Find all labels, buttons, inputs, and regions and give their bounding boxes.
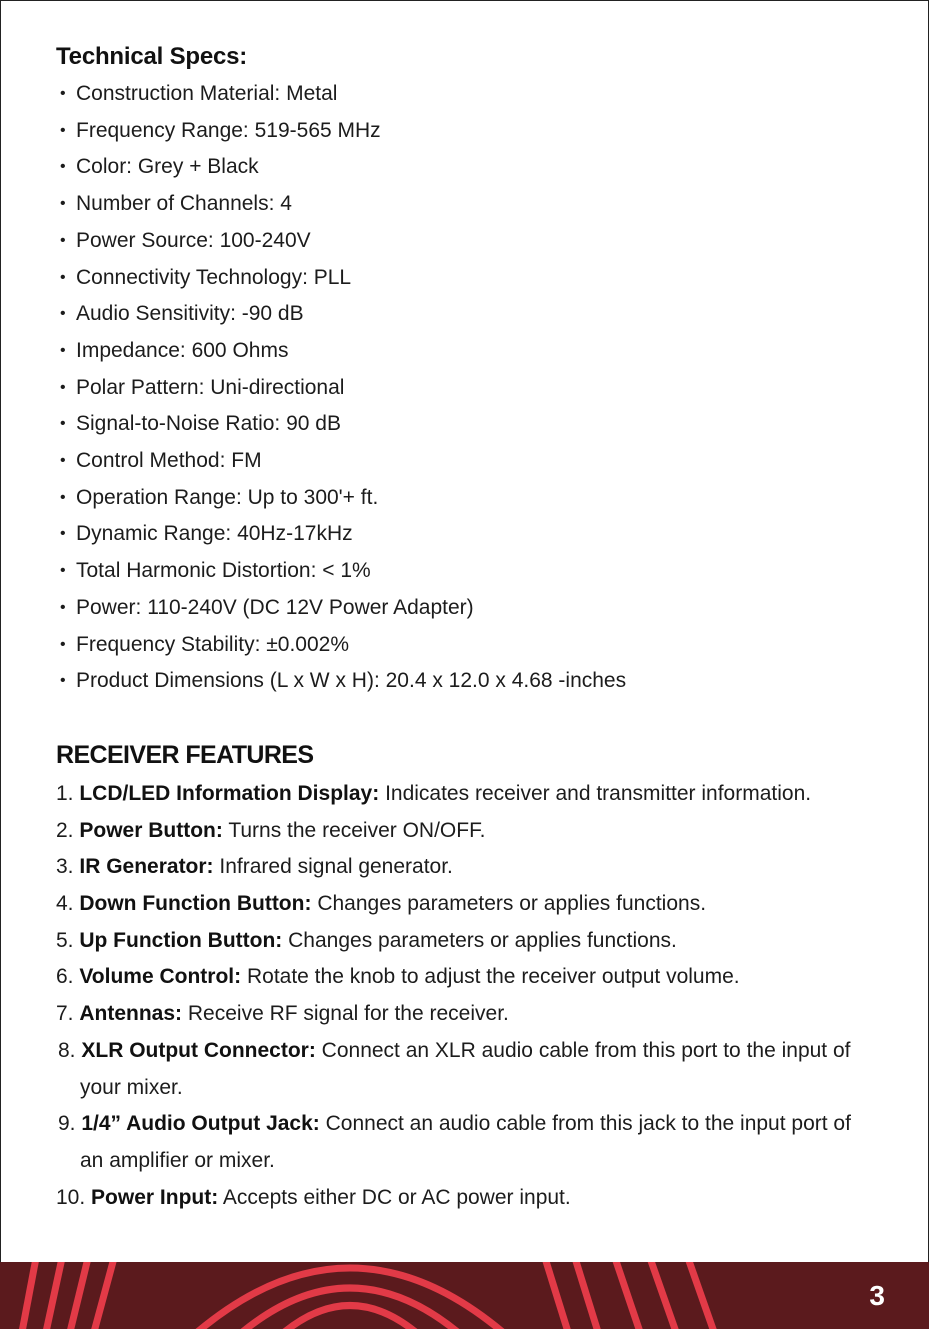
spec-item: • Frequency Range: 519-565 MHz (60, 113, 896, 150)
spec-item: • Power: 110-240V (DC 12V Power Adapter) (60, 590, 896, 627)
feature-item: 7. Antennas: Receive RF signal for the receiver. (56, 1002, 509, 1026)
spec-item: • Operation Range: Up to 300'+ ft. (60, 480, 896, 517)
bullet-icon: • (60, 305, 66, 323)
bullet-icon: • (60, 268, 66, 286)
bullet-icon: • (60, 635, 66, 653)
bullet-icon: • (60, 341, 66, 359)
spec-item: • Connectivity Technology: PLL (60, 260, 896, 297)
bullet-icon: • (60, 231, 66, 249)
spec-item: • Dynamic Range: 40Hz-17kHz (60, 516, 896, 553)
spec-item: • Audio Sensitivity: -90 dB (60, 296, 896, 333)
spec-item: • Number of Channels: 4 (60, 186, 896, 223)
bullet-icon: • (60, 85, 66, 102)
bullet-icon: • (60, 158, 66, 176)
page-number: 3 (869, 1280, 885, 1311)
feature-item: 6. Volume Control: Rotate the knob to adjust the receiver output volume. (56, 965, 740, 989)
bullet-icon: • (60, 598, 66, 616)
receiver-features-heading: RECEIVER FEATURES (56, 740, 314, 769)
bullet-icon: • (60, 452, 66, 470)
bullet-icon: • (60, 488, 66, 506)
technical-specs-list (60, 76, 896, 700)
bullet-icon: • (60, 121, 66, 139)
feature-item: 3. IR Generator: Infrared signal generator. (56, 855, 453, 879)
feature-item: 10. Power Input: Accepts either DC or AC power input. (56, 1185, 571, 1209)
spec-item: • Total Harmonic Distortion: < 1% (60, 553, 896, 590)
feature-item: 4. Down Function Button: Changes parameters or applies functions. (56, 892, 707, 916)
bullet-icon: • (60, 525, 66, 543)
bullet-icon: • (60, 415, 66, 433)
feature-item: 5. Up Function Button: Changes parameters or applies functions. (56, 928, 677, 952)
feature-item: 2. Power Button: Turns the receiver ON/OFF. (56, 818, 486, 842)
page-footer-band (0, 1262, 929, 1329)
spec-item: • Construction Material: Metal (60, 76, 896, 113)
bullet-icon: • (60, 672, 66, 690)
sound-wave-icon (0, 1262, 929, 1329)
spec-item: • Color: Grey + Black (60, 149, 896, 186)
spec-item: • Signal-to-Noise Ratio: 90 dB (60, 406, 896, 443)
page-content (56, 40, 896, 1216)
feature-item: 8. XLR Output Connector: Connect an XLR audio cable from this port to the input of your mixer. (58, 1038, 851, 1099)
feature-item: 1. LCD/LED Information Display: Indicates receiver and transmitter information. (56, 781, 812, 805)
bullet-icon: • (60, 562, 66, 580)
spec-item: • Polar Pattern: Uni-directional (60, 370, 896, 407)
receiver-features-list (56, 776, 896, 1216)
feature-item: 9. 1/4” Audio Output Jack: Connect an audio cable from this jack to the input port of an amplifier or mixer. (58, 1112, 851, 1172)
spec-item: • Power Source: 100-240V (60, 223, 896, 260)
bullet-icon: • (60, 195, 66, 213)
bullet-icon: • (60, 378, 66, 396)
spec-item: • Product Dimensions (L x W x H): 20.4 x 12.0 x 4.68 -inches (60, 663, 896, 700)
spec-item: • Impedance: 600 Ohms (60, 333, 896, 370)
spec-item: • Frequency Stability: ±0.002% (60, 627, 896, 664)
spec-item: • Control Method: FM (60, 443, 896, 480)
technical-specs-heading: Technical Specs: (56, 43, 248, 70)
